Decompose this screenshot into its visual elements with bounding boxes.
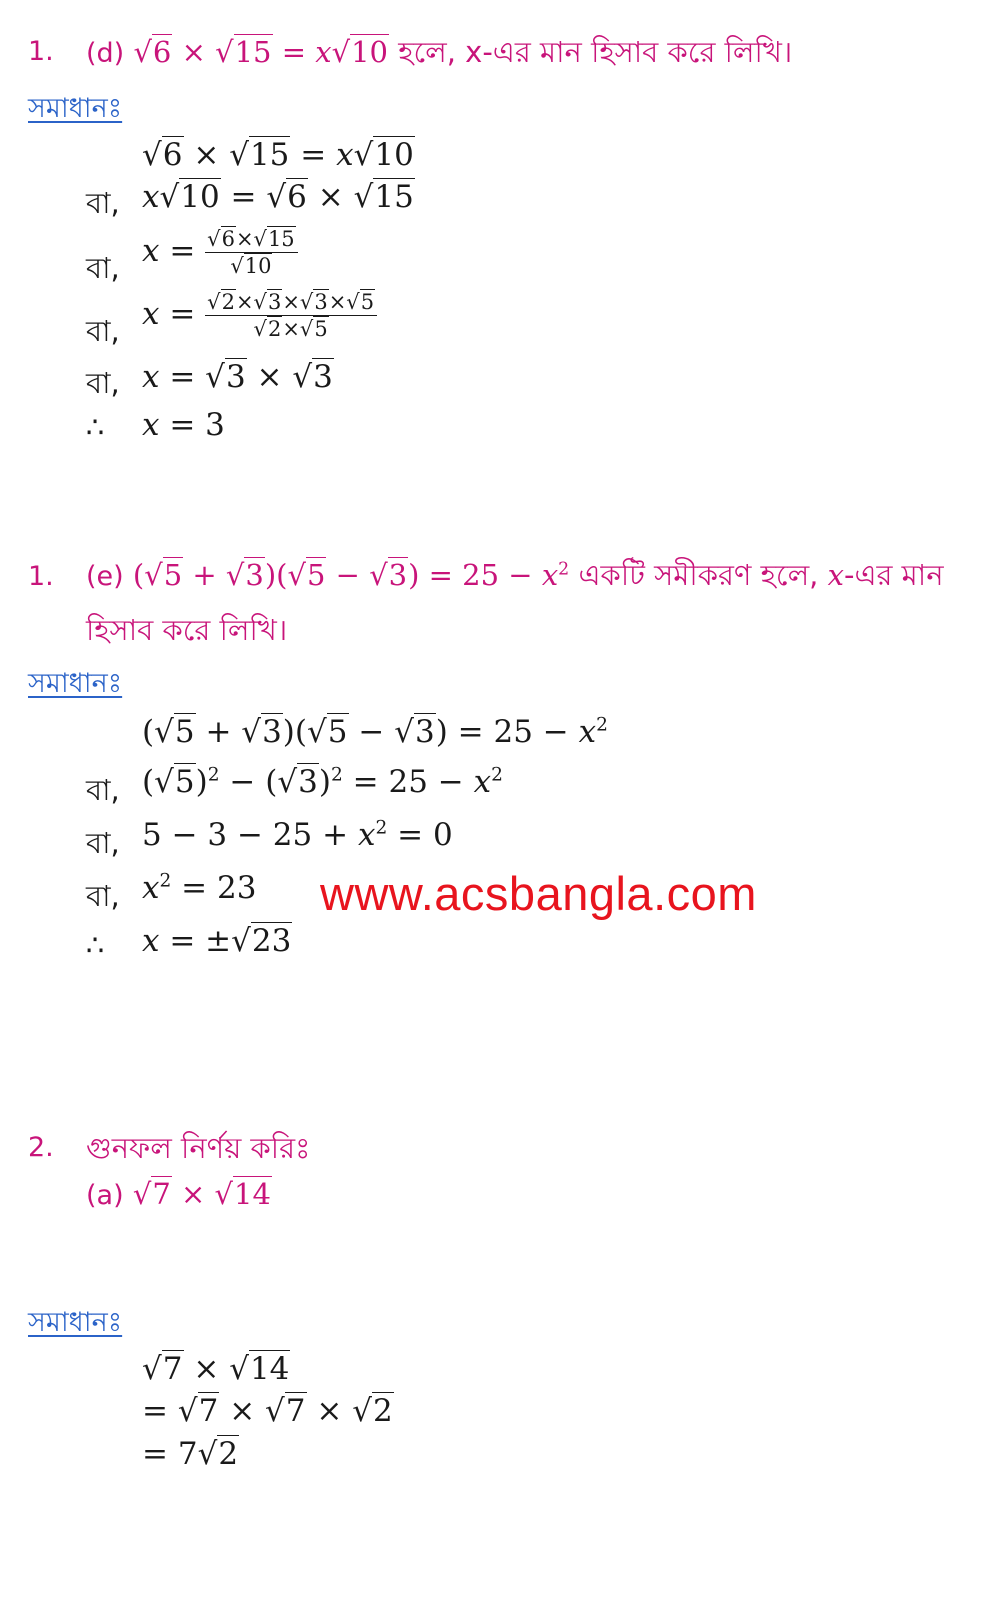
- fraction: $\frac{√6\times√15}{√10}$: [205, 228, 298, 277]
- step-lead: বা,: [86, 826, 120, 860]
- step-5: x = √3 × √3: [142, 359, 333, 395]
- watermark-url: www.acsbangla.com: [320, 867, 757, 920]
- therefore-symbol: ∴: [86, 928, 105, 962]
- question-equation: √6 × √15 = x√10: [133, 35, 389, 69]
- question-part-label: (e): [86, 561, 124, 592]
- question-equation: √7 × √14: [132, 1177, 271, 1211]
- question-text: হলে, x-এর মান হিসাব করে লিখি।: [398, 35, 793, 69]
- solution-label: সমাধানঃ: [28, 93, 123, 124]
- step-4: $x^2 = 23$: [142, 870, 257, 906]
- question-1d: [86, 30, 792, 79]
- question-number-2: 2.: [28, 1132, 54, 1163]
- question-part-label: (d): [86, 38, 125, 69]
- step-lead: বা,: [86, 879, 120, 913]
- question-1e: (e) $(√5 + √3)(√5 - √3) = 25 - x^2$ একটি সমীকরণ হলে, x-এর মান: [86, 558, 944, 592]
- question-text: -এর মান: [843, 558, 944, 592]
- question-number-1e: 1.: [28, 561, 54, 592]
- step-3: $5 - 3 - 25 + x^2 = 0$: [142, 817, 453, 853]
- step-lead: বা,: [86, 186, 120, 220]
- question-equation: $(√5 + √3)(√5 - √3) = 25 - x^2$: [132, 558, 570, 592]
- step-2: x√10 = √6 × √15: [142, 179, 414, 215]
- question-number-1d: 1.: [28, 36, 54, 67]
- step-lead: বা,: [86, 366, 120, 400]
- step-1: $(√5 + √3)(√5 - √3) = 25 - x^2$: [142, 714, 608, 750]
- step-3: x = $\frac{√6\times√15}{√10}$: [142, 228, 298, 277]
- solution-label: সমাধানঃ: [28, 1307, 123, 1338]
- question-2-title: গুনফল নির্ণয় করিঃ: [86, 1131, 311, 1165]
- step-3: = 7√2: [142, 1436, 239, 1472]
- step-5: x = ±√23: [142, 923, 292, 959]
- question-part-label: (a): [86, 1180, 124, 1211]
- step-1: √7 × √14: [142, 1351, 290, 1387]
- question-text: একটি সমীকরণ হলে,: [578, 558, 819, 592]
- step-lead: বা,: [86, 251, 120, 285]
- question-text-line2: হিসাব করে লিখি।: [86, 613, 288, 647]
- step-1: √6 × √15 = x√10: [142, 137, 414, 173]
- fraction: $\frac{√2\times√3\times√3\times√5}{√2\times√5}$: [205, 291, 377, 340]
- step-lead: বা,: [86, 314, 120, 348]
- therefore-symbol: ∴: [86, 410, 105, 444]
- step-6: x = 3: [142, 407, 225, 443]
- step-4: x = $\frac{√2\times√3\times√3\times√5}{√2\times√5}$: [142, 291, 377, 340]
- step-2: = √7 × √7 × √2: [142, 1393, 393, 1429]
- question-2a: [86, 1177, 272, 1211]
- step-lead: বা,: [86, 773, 120, 807]
- solution-label: সমাধানঃ: [28, 668, 123, 699]
- step-2: $(√5)^2 - (√3)^2 = 25 - x^2$: [142, 764, 503, 800]
